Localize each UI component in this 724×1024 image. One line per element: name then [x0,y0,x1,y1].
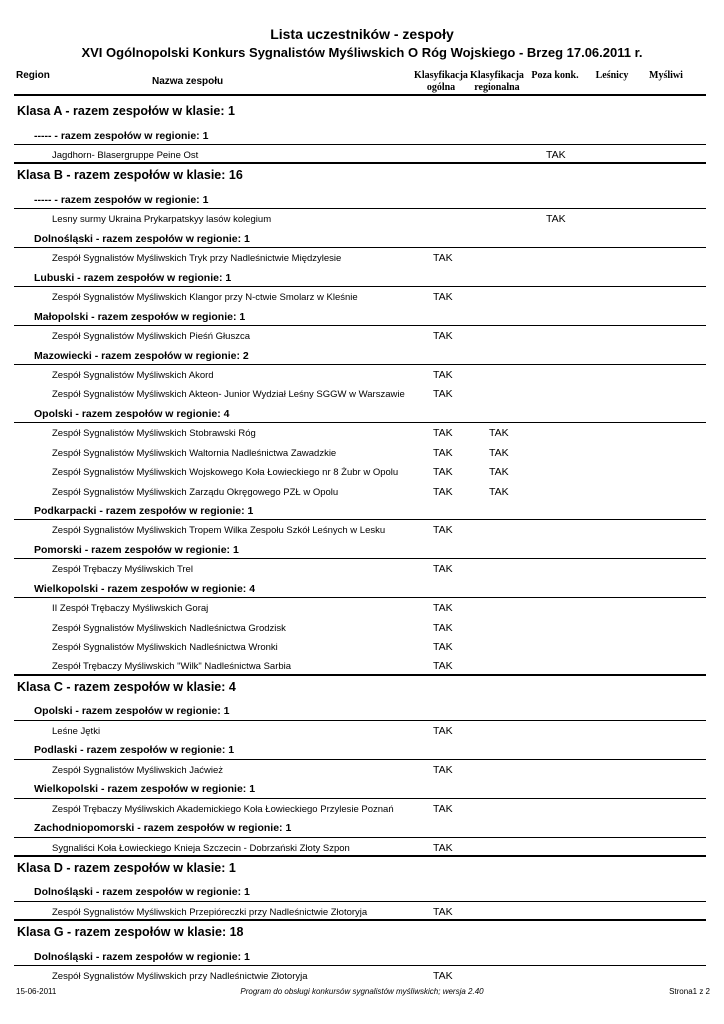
team-name: Zespół Sygnalistów Myśliwskich Akord [52,370,214,381]
region-heading-text: Małopolski - razem zespołów w regionie: 1 [34,310,246,323]
region-heading-text: Zachodniopomorski - razem zespołów w regionie: 1 [34,822,292,834]
region-heading-text: Wielkopolski - razem zespołów w regionie: 1 [34,783,256,796]
team-name: Zespół Sygnalistów Myśliwskich Przepióreczki przy Nadleśnictwie Złotoryja [52,906,368,918]
team-outside-value: TAK [546,149,566,161]
team-name: II Zespół Trębaczy Myśliwskich Goraj [52,603,209,615]
region-heading-text: Dolnośląski - razem zespołów w regionie: 1 [34,950,250,963]
region-heading-text: Dolnośląski - razem zespołów w regionie: 1 [34,232,250,245]
class-heading-text: Klasa D - razem zespołów w klasie: 1 [17,860,236,875]
team-overall-value: TAK [433,330,453,343]
team-overall-value: TAK [433,485,453,498]
team-overall-value: TAK [433,602,453,615]
region-heading-text: Wielkopolski - razem zespołów w regionie: 4 [34,582,256,595]
header-overall-line2: ogólna [426,82,456,93]
team-overall-value: TAK [433,724,453,737]
separator-line [14,422,706,423]
team-name: Zespół Trębaczy Myśliwskich Trel [52,564,193,576]
separator-line [14,144,706,145]
separator-line [14,162,706,164]
team-overall-value: TAK [433,466,453,479]
team-overall-value: TAK [433,970,453,983]
separator-line [14,919,706,921]
team-overall-value: TAK [433,427,453,440]
class-heading-text: Klasa C - razem zespołów w klasie: 4 [17,679,236,694]
region-heading-text: Dolnośląski - razem zespołów w regionie: 1 [34,886,250,899]
team-overall-value: TAK [433,621,453,634]
separator-line [14,325,706,326]
team-name: Lesny surmy Ukraina Prykarpatskyy lasów kolegium [52,214,272,226]
class-heading-text: Klasa G - razem zespołów w klasie: 18 [17,925,244,940]
footer-page: Strona1 z 2 [669,987,710,996]
class-heading-text: Klasa A - razem zespołów w klasie: 1 [17,104,235,118]
team-overall-value: TAK [433,841,453,854]
separator-line [14,364,706,365]
header-regional-line1: Klasyfikacja [470,70,524,81]
team-name: Zespół Sygnalistów Myśliwskich Nadleśnictwa Grodzisk [52,622,286,634]
team-name: Zespół Sygnalistów Myśliwskich Jaćwież [52,764,224,776]
region-heading-text: Podlaski - razem zespołów w regionie: 1 [34,744,235,757]
team-outside-value: TAK [546,213,566,226]
team-overall-value: TAK [433,291,453,304]
region-heading-text: ----- - razem zespołów w regionie: 1 [34,193,209,206]
region-heading-text: Opolski - razem zespołów w regionie: 4 [34,407,230,420]
team-name: Zespół Sygnalistów Myśliwskich Nadleśnictwa Wronki [52,642,278,653]
team-name: Zespół Sygnalistów Myśliwskich Wojskowego Koła Łowieckiego nr 8 Żubr w Opolu [52,467,399,479]
team-overall-value: TAK [433,763,453,776]
team-overall-value: TAK [433,369,453,381]
region-heading-text: Opolski - razem zespołów w regionie: 1 [34,705,230,718]
region-heading-text: ----- - razem zespołów w regionie: 1 [34,129,209,142]
team-name: Zespół Sygnalistów Myśliwskich Waltornia Nadleśnictwa Zawadzkie [52,447,337,459]
team-overall-value: TAK [433,524,453,537]
header-regional [468,70,526,94]
separator-line [14,519,706,520]
header-foresters: Leśnicy [595,70,629,81]
team-name: Zespół Sygnalistów Myśliwskich Zarządu Okręgowego PZŁ w Opolu [52,486,339,498]
team-name: Leśne Jętki [52,725,101,737]
header-outside: Poza konk. [531,70,579,81]
team-overall-value: TAK [433,802,453,815]
team-name: Sygnaliści Koła Łowieckiego Knieja Szczecin - Dobrzański Złoty Szpon [52,842,350,854]
region-heading-text: Lubuski - razem zespołów w regionie: 1 [34,271,232,284]
team-name: Zespół Trębaczy Myśliwskich Akademickiego Koła Łowieckiego Przylesie Poznań [52,803,394,815]
team-overall-value: TAK [433,641,453,653]
separator-line [14,720,706,721]
separator-line [14,286,706,287]
separator-line [14,674,706,676]
team-overall-value: TAK [433,660,453,673]
header-regional-line2: regionalna [474,82,520,93]
team-overall-value: TAK [433,563,453,576]
team-overall-value: TAK [433,252,453,265]
separator-line [14,798,706,799]
team-overall-value: TAK [433,905,453,918]
separator-line [14,855,706,857]
team-regional-value: TAK [489,466,509,479]
team-name: Zespół Sygnalistów Myśliwskich Akteon- Junior Wydział Leśny SGGW w Warszawie [52,389,405,401]
separator-line [14,901,706,902]
class-heading-text: Klasa B - razem zespołów w klasie: 16 [17,168,243,183]
header-hunters: Myśliwi [649,70,683,81]
team-overall-value: TAK [433,388,453,401]
team-name: Zespół Sygnalistów Myśliwskich Tropem Wilka Zespołu Szkół Leśnych w Lesku [52,525,386,537]
separator-line [14,94,706,96]
separator-line [14,759,706,760]
separator-line [14,837,706,838]
team-name: Zespół Sygnalistów Myśliwskich Stobrawski Róg [52,428,256,440]
separator-line [14,208,706,209]
header-region: Region [16,70,50,81]
team-regional-value: TAK [489,485,509,498]
team-name: Zespół Sygnalistów Myśliwskich Pieśń Głuszca [52,331,250,343]
footer-program: Program do obsługi konkursów sygnalistów myśliwskich; wersja 2.40 [240,987,484,996]
header-overall-line1: Klasyfikacja [414,70,468,81]
team-name: Zespół Trębaczy Myśliwskich "Wilk" Nadleśnictwa Sarbia [52,661,292,673]
team-name: Zespół Sygnalistów Myśliwskich przy Nadleśnictwie Złotoryja [52,971,308,983]
separator-line [14,597,706,598]
team-name: Jagdhorn- Blasergruppe Peine Ost [52,150,199,161]
region-heading-text: Mazowiecki - razem zespołów w regionie: 2 [34,349,249,362]
footer-date: 15-06-2011 [16,987,57,996]
page-title: Lista uczestników - zespoły [270,26,454,42]
team-regional-value: TAK [489,446,509,459]
separator-line [14,965,706,966]
separator-line [14,247,706,248]
header-team-name: Nazwa zespołu [152,76,224,87]
team-overall-value: TAK [433,446,453,459]
region-heading-text: Pomorski - razem zespołów w regionie: 1 [34,543,239,556]
team-name: Zespół Sygnalistów Myśliwskich Tryk przy Nadleśnictwie Międzylesie [52,253,342,265]
team-name: Zespół Sygnalistów Myśliwskich Klangor przy N-ctwie Smolarz w Kleśnie [52,292,358,304]
header-overall [412,70,470,94]
team-regional-value: TAK [489,427,509,440]
separator-line [14,558,706,559]
page-subtitle: XVI Ogólnopolski Konkurs Sygnalistów Myśliwskich O Róg Wojskiego - Brzeg 17.06.2011 r. [81,45,643,60]
region-heading-text: Podkarpacki - razem zespołów w regionie: 1 [34,504,254,517]
